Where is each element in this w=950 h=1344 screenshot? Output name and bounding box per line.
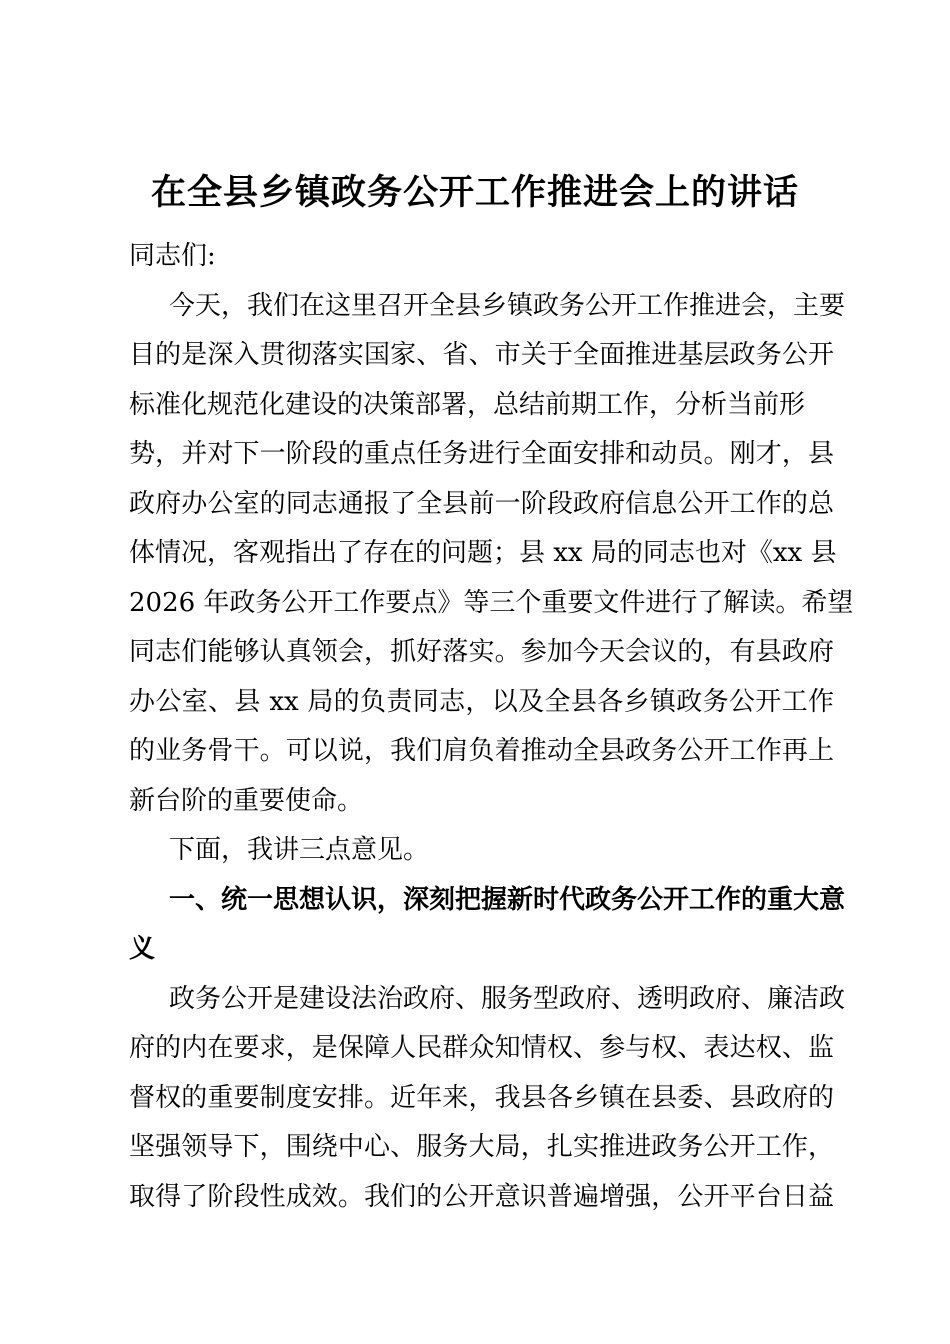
paragraph-line: 督权的重要制度安排。近年来，我县各乡镇在县委、县政府的: [129, 1082, 834, 1113]
paragraph-line: 同志们:: [129, 241, 216, 271]
document-body: [129, 232, 854, 1222]
section-heading-line: 一、统一思想认识，深刻把握新时代政务公开工作的重大意: [169, 884, 846, 915]
paragraph-line: 取得了阶段性成效。我们的公开意识普遍增强，公开平台日益: [129, 1181, 834, 1212]
section-heading-line: 义: [129, 934, 156, 964]
paragraph-line: 新台阶的重要使命。: [129, 785, 364, 816]
paragraph-line: 标准化规范化建设的决策部署，总结前期工作，分析当前形: [129, 389, 806, 420]
paragraph-line: 办公室、县 xx 局的负责同志，以及全县各乡镇政务公开工作: [129, 686, 834, 717]
document-title: 在全县乡镇政务公开工作推进会上的讲话: [150, 172, 799, 213]
paragraph-line: 今天，我们在这里召开全县乡镇政务公开工作推进会，主要: [169, 290, 846, 321]
paragraph-line: 下面，我讲三点意见。: [169, 835, 430, 865]
paragraph-line: 政府办公室的同志通报了全县前一阶段政府信息公开工作的总: [129, 488, 834, 519]
paragraph-line: 势，并对下一阶段的重点任务进行全面安排和动员。刚才，县: [129, 439, 834, 469]
paragraph-line: 体情况，客观指出了存在的问题；县 xx 局的同志也对《xx 县: [129, 538, 837, 568]
paragraph-line: 政务公开是建设法治政府、服务型政府、透明政府、廉洁政: [169, 983, 846, 1014]
paragraph-line: 同志们能够认真领会，抓好落实。参加今天会议的，有县政府: [129, 637, 834, 667]
paragraph-line: 府的内在要求，是保障人民群众知情权、参与权、表达权、监: [129, 1033, 834, 1063]
paragraph-line: 的业务骨干。可以说，我们肩负着推动全县政务公开工作再上: [129, 736, 834, 766]
paragraph-line: 目的是深入贯彻落实国家、省、市关于全面推进基层政务公开: [129, 340, 834, 370]
paragraph-line: 坚强领导下，围绕中心、服务大局，扎实推进政务公开工作，: [129, 1132, 834, 1162]
paragraph-line: 2026 年政务公开工作要点》等三个重要文件进行了解读。希望: [129, 587, 854, 618]
